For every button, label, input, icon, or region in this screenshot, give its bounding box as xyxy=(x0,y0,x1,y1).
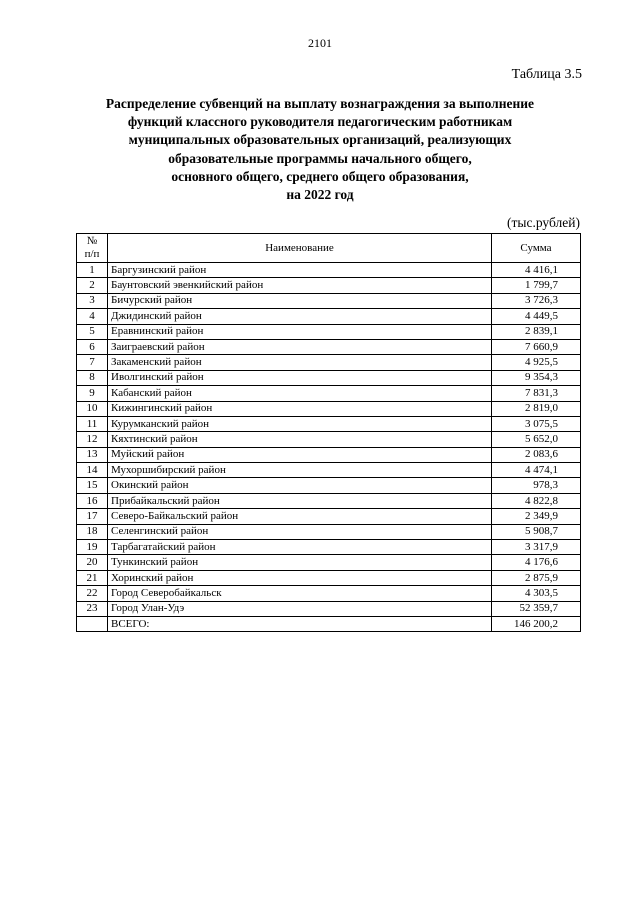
row-sum: 7 660,9 xyxy=(492,339,581,354)
total-number xyxy=(77,616,108,631)
row-sum: 4 925,5 xyxy=(492,355,581,370)
table-header-row xyxy=(77,234,581,263)
header-name: Наименование xyxy=(108,234,492,263)
header-number xyxy=(77,234,108,263)
row-sum: 2 819,0 xyxy=(492,401,581,416)
total-label: ВСЕГО: xyxy=(108,616,492,631)
row-number: 6 xyxy=(77,339,108,354)
table-row xyxy=(77,601,581,616)
title-line: на 2022 год xyxy=(286,187,354,203)
header-sum: Сумма xyxy=(492,234,581,263)
row-sum: 4 416,1 xyxy=(492,263,581,278)
row-number: 13 xyxy=(77,447,108,462)
table-row xyxy=(77,493,581,508)
table-row xyxy=(77,416,581,431)
table-row xyxy=(77,370,581,385)
table-row xyxy=(77,555,581,570)
row-number: 4 xyxy=(77,309,108,324)
document-title xyxy=(70,95,570,204)
row-sum: 5 908,7 xyxy=(492,524,581,539)
row-name: Еравнинский район xyxy=(108,324,492,339)
row-sum: 4 303,5 xyxy=(492,586,581,601)
table-row xyxy=(77,478,581,493)
row-number: 8 xyxy=(77,370,108,385)
row-number: 7 xyxy=(77,355,108,370)
row-sum: 2 875,9 xyxy=(492,570,581,585)
row-number: 18 xyxy=(77,524,108,539)
row-name: Хоринский район xyxy=(108,570,492,585)
table-label: Таблица 3.5 xyxy=(511,67,582,82)
row-sum: 4 822,8 xyxy=(492,493,581,508)
row-name: Тарбагатайский район xyxy=(108,540,492,555)
row-name: Муйский район xyxy=(108,447,492,462)
row-number: 17 xyxy=(77,509,108,524)
table-row xyxy=(77,524,581,539)
table-row xyxy=(77,463,581,478)
row-name: Кяхтинский район xyxy=(108,432,492,447)
table-row xyxy=(77,586,581,601)
title-line: основного общего, среднего общего образования, xyxy=(171,168,469,184)
table-row xyxy=(77,386,581,401)
table-row xyxy=(77,324,581,339)
total-sum: 146 200,2 xyxy=(492,616,581,631)
row-sum: 52 359,7 xyxy=(492,601,581,616)
row-sum: 2 839,1 xyxy=(492,324,581,339)
row-number: 14 xyxy=(77,463,108,478)
row-name: Селенгинский район xyxy=(108,524,492,539)
row-name: Кижингинский район xyxy=(108,401,492,416)
row-name: Джидинский район xyxy=(108,309,492,324)
row-name: Мухоршибирский район xyxy=(108,463,492,478)
row-number: 15 xyxy=(77,478,108,493)
row-name: Заиграевский район xyxy=(108,339,492,354)
units-label: (тыс.рублей) xyxy=(507,215,580,230)
row-number: 21 xyxy=(77,570,108,585)
table-row xyxy=(77,278,581,293)
row-sum: 7 831,3 xyxy=(492,386,581,401)
row-sum: 4 474,1 xyxy=(492,463,581,478)
table-row xyxy=(77,509,581,524)
row-sum: 2 349,9 xyxy=(492,509,581,524)
row-number: 20 xyxy=(77,555,108,570)
row-sum: 3 726,3 xyxy=(492,293,581,308)
row-number: 12 xyxy=(77,432,108,447)
row-name: Город Северобайкальск xyxy=(108,586,492,601)
row-sum: 978,3 xyxy=(492,478,581,493)
page-number: 2101 xyxy=(308,36,332,50)
row-number: 23 xyxy=(77,601,108,616)
header-number-line2: п/п xyxy=(84,248,100,260)
row-number: 5 xyxy=(77,324,108,339)
row-sum: 9 354,3 xyxy=(492,370,581,385)
row-number: 22 xyxy=(77,586,108,601)
subsidy-table xyxy=(76,233,581,632)
row-sum: 4 176,6 xyxy=(492,555,581,570)
table-row xyxy=(77,432,581,447)
title-line: Распределение субвенций на выплату вознаграждения за выполнение xyxy=(105,96,535,111)
table-row xyxy=(77,339,581,354)
row-name: Закаменский район xyxy=(108,355,492,370)
table-row xyxy=(77,309,581,324)
row-number: 3 xyxy=(77,293,108,308)
table-row xyxy=(77,447,581,462)
row-number: 11 xyxy=(77,416,108,431)
table-row xyxy=(77,355,581,370)
row-name: Город Улан-Удэ xyxy=(108,601,492,616)
header-number-line1: № xyxy=(86,235,98,247)
row-name: Баргузинский район xyxy=(108,263,492,278)
row-name: Прибайкальский район xyxy=(108,493,492,508)
row-name: Тункинский район xyxy=(108,555,492,570)
row-number: 16 xyxy=(77,493,108,508)
row-sum: 3 317,9 xyxy=(492,540,581,555)
row-sum: 1 799,7 xyxy=(492,278,581,293)
table-row xyxy=(77,263,581,278)
row-number: 19 xyxy=(77,540,108,555)
row-sum: 4 449,5 xyxy=(492,309,581,324)
row-sum: 2 083,6 xyxy=(492,447,581,462)
table-body xyxy=(77,263,581,632)
row-number: 1 xyxy=(77,263,108,278)
title-line: функций классного руководителя педагогическим работникам xyxy=(127,114,513,130)
row-name: Кабанский район xyxy=(108,386,492,401)
title-line: муниципальных образовательных организаций, реализующих xyxy=(128,132,512,148)
row-name: Окинский район xyxy=(108,478,492,493)
row-number: 10 xyxy=(77,401,108,416)
row-sum: 5 652,0 xyxy=(492,432,581,447)
row-name: Северо-Байкальский район xyxy=(108,509,492,524)
table-row xyxy=(77,293,581,308)
row-sum: 3 075,5 xyxy=(492,416,581,431)
row-name: Иволгинский район xyxy=(108,370,492,385)
table-row xyxy=(77,570,581,585)
table-row xyxy=(77,401,581,416)
row-number: 9 xyxy=(77,386,108,401)
row-name: Курумканский район xyxy=(108,416,492,431)
row-name: Баунтовский эвенкийский район xyxy=(108,278,492,293)
title-line: образовательные программы начального общего, xyxy=(168,150,472,166)
row-number: 2 xyxy=(77,278,108,293)
table-total-row xyxy=(77,616,581,631)
table-row xyxy=(77,540,581,555)
row-name: Бичурский район xyxy=(108,293,492,308)
